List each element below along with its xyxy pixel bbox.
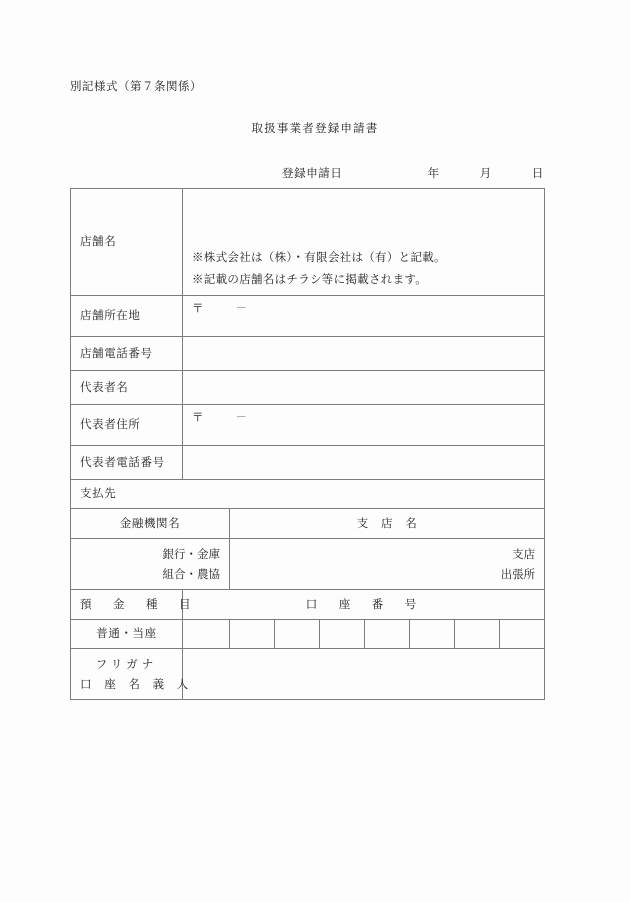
postal-mark-icon: 〒: [192, 301, 204, 315]
account-number-label-cell: [183, 590, 545, 620]
account-number-box-2[interactable]: [230, 620, 275, 649]
shop-name-label-cell: [71, 189, 183, 296]
shop-phone-input-cell[interactable]: [183, 337, 545, 371]
shop-phone-label-cell: [71, 337, 183, 371]
representative-phone-value: [183, 449, 544, 477]
shop-phone-label: 店舗電話番号: [80, 345, 153, 360]
bank-institution-input-cell[interactable]: [71, 539, 230, 590]
shop-address-label-cell: [71, 296, 183, 337]
shop-name-note-line2: ※記載の店舗名はチラシ等に掲載されます。: [192, 271, 428, 286]
payee-section-label: 支払先: [80, 486, 117, 501]
account-number-box-6[interactable]: [410, 620, 455, 649]
account-holder-value: [183, 660, 544, 688]
shop-name-input-cell[interactable]: [183, 189, 545, 296]
deposit-type-label-cell: [71, 590, 196, 620]
shop-name-note: [183, 242, 544, 295]
table-row-payee-section: [71, 480, 545, 509]
deposit-type-value: 普通・当座: [96, 626, 157, 641]
shop-address-input-cell[interactable]: [183, 296, 545, 337]
application-date-label: 登録申請日: [282, 166, 343, 180]
account-number-box-1[interactable]: [183, 620, 230, 649]
account-holder-input-cell[interactable]: [183, 649, 545, 700]
shop-address-postal-line: [183, 296, 544, 316]
year-unit: 年: [427, 166, 440, 180]
representative-address-input-cell[interactable]: [183, 405, 545, 446]
deposit-type-value-cell[interactable]: [71, 620, 183, 649]
table-row-shop-phone: [71, 337, 545, 371]
representative-phone-input-cell[interactable]: [183, 446, 545, 480]
account-number-box-5[interactable]: [365, 620, 410, 649]
shop-phone-value: [183, 340, 544, 368]
table-row-bank-headers: [71, 509, 545, 539]
page-title: 取扱事業者登録申請書: [251, 121, 379, 135]
shop-name-note-line1: ※株式会社は（株）・有限会社は（有）と記載。: [192, 250, 446, 265]
payee-section-cell: [71, 480, 545, 509]
furigana-label: フリガナ: [95, 657, 158, 672]
bank-branch-type-line2: 出張所: [500, 567, 536, 582]
bank-branch-label: 支 店 名: [356, 515, 418, 530]
representative-name-label-cell: [71, 371, 183, 405]
representative-name-input-cell[interactable]: [183, 371, 545, 405]
representative-name-value: [183, 374, 544, 402]
day-unit: 日: [531, 166, 544, 180]
representative-address-label: 代表者住所: [80, 417, 141, 432]
shop-name-label: 店舗名: [80, 234, 117, 249]
table-row-shop-address: [71, 296, 545, 337]
bank-branch-input-cell[interactable]: [230, 539, 545, 590]
registration-form-table: [70, 188, 545, 700]
table-row-bank-inputs: [71, 539, 545, 590]
bank-institution-label-cell: [71, 509, 230, 539]
deposit-type-label: 預 金 種 目: [80, 596, 196, 611]
representative-name-label: 代表者名: [80, 379, 129, 394]
account-number-box-4[interactable]: [320, 620, 365, 649]
bank-branch-type-line1: 支店: [512, 547, 536, 561]
bank-branch-types: [230, 539, 544, 589]
bank-institution-type-line2: 組合・農協: [162, 567, 220, 582]
bank-institution-label: 金融機関名: [119, 515, 181, 530]
representative-address-label-cell: [71, 405, 183, 446]
application-date-line: [282, 165, 544, 181]
table-row-representative-phone: [71, 446, 545, 480]
bank-institution-types: [71, 539, 229, 589]
account-number-box-3[interactable]: [275, 620, 320, 649]
table-row-account-holder: [71, 649, 545, 700]
account-number-label: 口 座 番 号: [305, 596, 422, 611]
table-row-account-number: [71, 620, 545, 649]
month-unit: 月: [479, 166, 492, 180]
bank-branch-label-cell: [230, 509, 545, 539]
form-number: 別記様式（第７条関係）: [70, 79, 202, 93]
table-row-representative-name: [71, 371, 545, 405]
account-holder-labels: [71, 649, 189, 699]
table-row-shop-name: [71, 189, 545, 296]
postal-mark-icon: 〒: [192, 410, 204, 424]
account-number-box-8[interactable]: [500, 620, 545, 649]
account-number-box-7[interactable]: [455, 620, 500, 649]
table-row-representative-address: [71, 405, 545, 446]
table-row-account-headers: [71, 590, 545, 620]
bank-institution-type-line1: 銀行・金庫: [162, 547, 220, 561]
representative-address-postal-line: [183, 405, 544, 425]
postal-dash: －: [235, 301, 247, 315]
shop-address-label: 店舗所在地: [80, 308, 141, 323]
representative-phone-label-cell: [71, 446, 183, 480]
account-holder-label-cell: [71, 649, 189, 700]
account-holder-label: 口 座 名 義 人: [80, 677, 189, 692]
representative-phone-label: 代表者電話番号: [80, 454, 165, 469]
postal-dash: －: [235, 410, 247, 424]
